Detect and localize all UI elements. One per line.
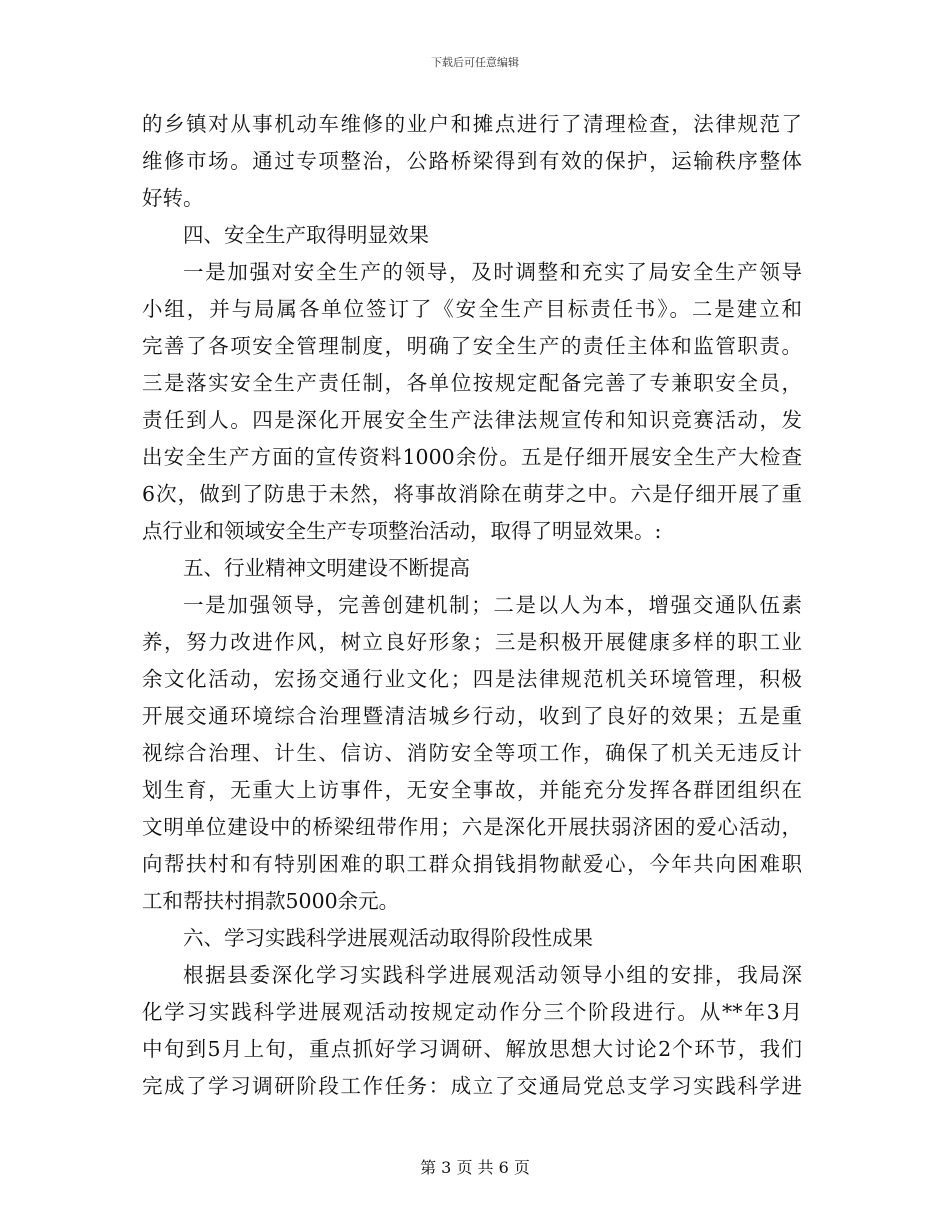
body-text-line: 开展交通环境综合治理暨清洁城乡行动，收到了良好的效果；五是重 [142, 704, 802, 728]
body-text-line: 余文化活动，宏扬交通行业文化；四是法律规范机关环境管理，积极 [142, 667, 802, 691]
body-text-line: 一是加强对安全生产的领导，及时调整和充实了局安全生产领导 [183, 260, 802, 284]
body-text-line: 工和帮扶村捐款5000余元。 [142, 889, 400, 913]
body-text-line: 好转。 [142, 186, 204, 210]
body-text-line: 点行业和领域安全生产专项整治活动，取得了明显效果。: [142, 519, 662, 543]
body-text-line: 养，努力改进作风，树立良好形象；三是积极开展健康多样的职工业 [142, 630, 802, 654]
body-text-line: 责任到人。四是深化开展安全生产法律法规宣传和知识竞赛活动，发 [142, 408, 802, 432]
body-text-line: 一是加强领导，完善创建机制；二是以人为本，增强交通队伍素 [183, 593, 802, 617]
body-text-line: 6次，做到了防患于未然，将事故消除在萌芽之中。六是仔细开展了重 [142, 482, 802, 506]
body-text-line: 完善了各项安全管理制度，明确了安全生产的责任主体和监管职责。 [142, 334, 802, 358]
body-text-line: 出安全生产方面的宣传资料1000余份。五是仔细开展安全生产大检查 [142, 445, 802, 469]
body-text-line: 的乡镇对从事机动车维修的业户和摊点进行了清理检查，法律规范了 [142, 112, 802, 136]
body-text-line: 维修市场。通过专项整治，公路桥梁得到有效的保护，运输秩序整体 [142, 149, 802, 173]
page-header-note: 下载后可任意编辑 [431, 56, 519, 69]
body-text-line: 划生育，无重大上访事件，无安全事故，并能充分发挥各群团组织在 [142, 778, 802, 802]
body-text-line: 完成了学习调研阶段工作任务：成立了交通局党总支学习实践科学进 [142, 1074, 802, 1098]
body-text-line: 小组，并与局属各单位签订了《安全生产目标责任书》。二是建立和 [142, 297, 802, 321]
body-text-line: 中旬到5月上旬，重点抓好学习调研、解放思想大讨论2个环节，我们 [142, 1037, 802, 1061]
body-text-line: 文明单位建设中的桥梁纽带作用；六是深化开展扶弱济困的爱心活动， [142, 815, 802, 839]
body-text-line: 根据县委深化学习实践科学进展观活动领导小组的安排，我局深 [183, 963, 802, 987]
body-text-line: 视综合治理、计生、信访、消防安全等项工作，确保了机关无违反计 [142, 741, 802, 765]
body-text-line: 五、行业精神文明建设不断提高 [183, 556, 470, 580]
body-text-line: 三是落实安全生产责任制，各单位按规定配备完善了专兼职安全员， [142, 371, 802, 395]
page-footer-number: 第 3 页 共 6 页 [420, 1158, 530, 1177]
body-text-line: 向帮扶村和有特别困难的职工群众捐钱捐物献爱心，今年共向困难职 [142, 852, 802, 876]
body-text-line: 六、学习实践科学进展观活动取得阶段性成果 [183, 926, 593, 950]
body-text-line: 四、安全生产取得明显效果 [183, 223, 429, 247]
document-body [142, 106, 802, 1105]
body-text-line: 化学习实践科学进展观活动按规定动作分三个阶段进行。从**年3月 [142, 1000, 802, 1024]
